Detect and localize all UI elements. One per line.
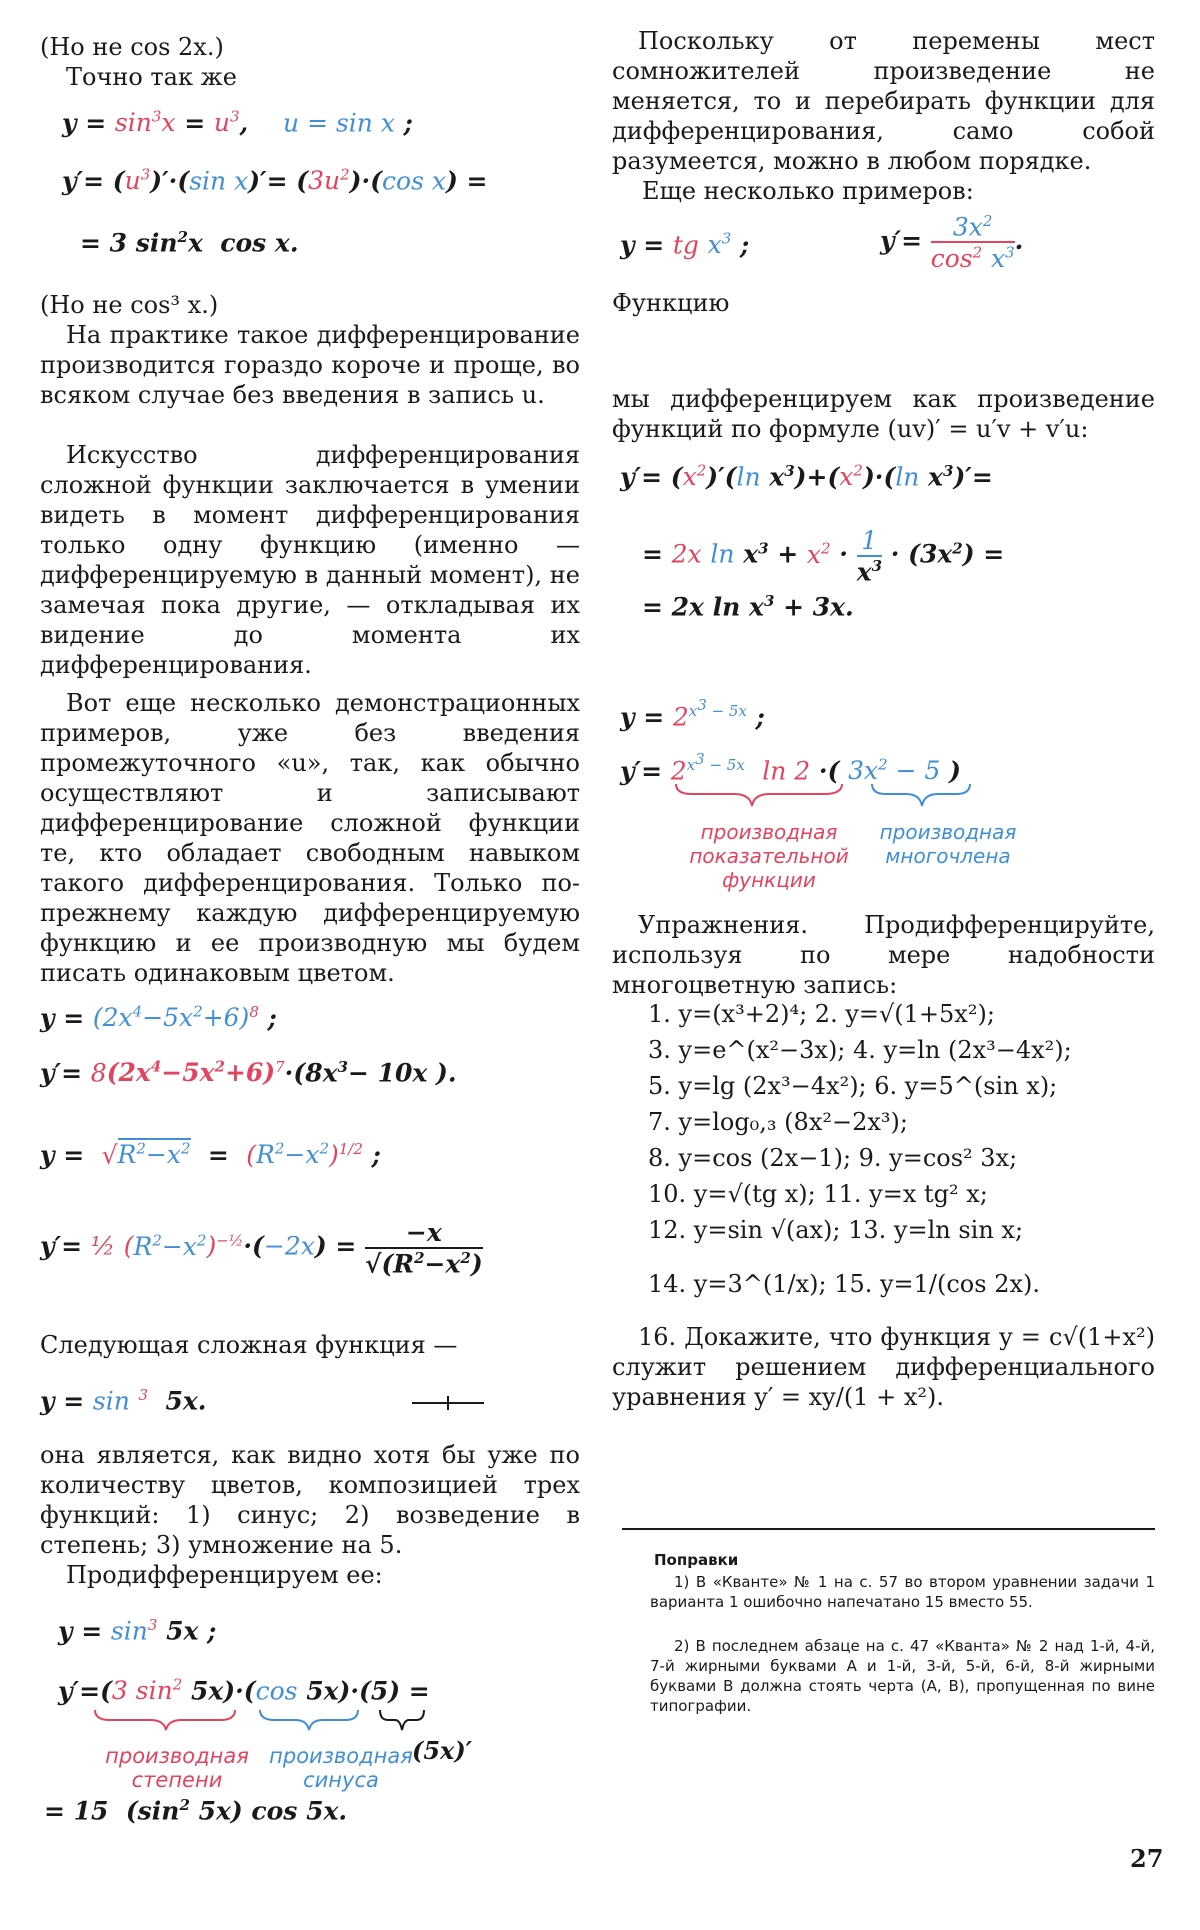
paragraph-note-cos3x: (Но не cos³ x.) (40, 291, 219, 319)
paragraph-composition: она является, как видно хотя бы уже по количеству цветов, композицией трех функций: 1) синус; 2) возведение в степень; 3) умножение на 5. (40, 1441, 580, 1559)
equation-product-expanded: = 2x $\ln x^3 + x^2$ · $\frac{1}{x^3}$ · $(3x^2)$ = (642, 526, 1005, 587)
equation-tg-func: y = tg $x^3$ ; (620, 230, 750, 260)
equation-product-derivative: $y'= (x^2)'(\ln$ $x^3)+(x^2)\cdot(\ln$ $x^3)'=$ (620, 462, 993, 492)
equation-product-result: = 2x $\ln x^3 + 3x$. (642, 592, 854, 622)
note-poly-derivative: производная многочлена (879, 820, 1017, 868)
equation-u-derivative: $y'= (u^3)'\cdot(\sin$ $x)'= (3u^2)\cdot(\cos$ x) = (62, 166, 488, 196)
equation-tg-derivative: y′= $\frac{3x^2}{\cos^2 x^3}$ . (880, 212, 1024, 273)
brace-exp-group (674, 782, 1114, 812)
equation-u-result: = 3 $\sin^2x$ cos x. (80, 228, 299, 258)
paragraph-exercises-intro: Упражнения. Продифференцируйте, используя по мере надобности многоцветную запись: (612, 911, 1155, 999)
note-exp-derivative: производная показательной функции (689, 820, 849, 892)
paragraph-similarly: Точно так же (66, 63, 237, 91)
page-number: 27 (1130, 1844, 1164, 1873)
footnote-divider (622, 1528, 1155, 1530)
equation-exp-derivative: $y'= 2^{x^3 - 5x}$ ln 2 ·( $3x^2 - 5$ ) (620, 750, 961, 786)
equation-sin-result: = 15 ($\sin^2$ 5x) cos 5x. (44, 1796, 348, 1826)
paragraph-next-complex: Следующая сложная функция — (40, 1331, 458, 1359)
equation-sin-derivative: y′=(3 $\sin^2 5x)\cdot(\cos$ 5x)·(5) = (58, 1676, 430, 1706)
equation-poly-derivative: $y'= 8(2x^4-5x^2+6)^7\cdot(8x^3- 10x$ ). (40, 1058, 457, 1088)
equation-root-func: $y = √R^2-x^2 = (R^2-x^2)^{1/2}$ ; (40, 1140, 381, 1170)
paragraph-examples: Вот еще несколько демонстрационных примеров, уже без введения промежуточного «u», так, как обычно осуществляют и записывают дифференцирование сложной функции те, кто обладает свободным навыком такого дифференцирования. Только по-прежнему каждую дифференцируемую функцию и ее производную мы будем писать одинаковым цветом. (40, 689, 580, 987)
equation-sin-cube-5x: y = sin $^3$ 5x. (40, 1386, 207, 1416)
equation-u-sub: $y = \sin^3x = u^3$, u = sin x ; (62, 108, 413, 138)
correction-2: 2) В последнем абзаце на с. 47 «Кванта» № 2 над 1-й, 4-й, 7-й жирными буквами A и 1-й, 3-й, 5-й, 6-й, 8-й жирными буквами B должна стоять черта (A, B), пропущенная по вине типографии. (650, 1637, 1155, 1715)
exercise-16: 16. Докажите, что функция y = c√(1+x²) служит решением дифференциального уравнения y′ = xy/(1 + x²). (612, 1323, 1155, 1411)
exercise-line-4: 7. y=log₀,₃ (8x²−2x³); (648, 1108, 908, 1136)
paragraph-note-cos2x: (Но не cos 2x.) (40, 33, 224, 61)
paragraph-art: Искусство дифференцирования сложной функции заключается в умении видеть в момент дифференцирования только одну функцию (именно — дифференцируемую в данный момент), не замечая пока другие, — откладывая их видение до момента их дифференцирования. (40, 441, 580, 679)
brace-group (90, 1708, 450, 1738)
equation-exp-func: $y = 2^{x^3 - 5x}$ ; (620, 696, 765, 732)
exercise-line-7: 12. y=sin √(ax); 13. y=ln sin x; (648, 1216, 1024, 1244)
divider-mark-tick (447, 1396, 449, 1410)
equation-5x-prime: (5x)′ (412, 1736, 473, 1765)
paragraph-product-rule: мы дифференцируем как произведение функций по формуле (uv)′ = u′v + v′u: (612, 385, 1155, 443)
equation-poly-func: $y = (2x^4-5x^2+6)^8$ ; (40, 1003, 277, 1033)
exercise-line-2: 3. y=e^(x²−3x); 4. y=ln (2x³−4x²); (648, 1036, 1072, 1064)
paragraph-practice: На практике такое дифференцирование производится гораздо короче и проще, во всяком случае без введения в запись u. (40, 321, 580, 409)
correction-1: 1) В «Кванте» № 1 на с. 57 во втором уравнении задачи 1 варианта 1 ошибочно напечатано 15 вместо 55. (650, 1573, 1155, 1611)
exercise-line-3: 5. y=lg (2x³−4x²); 6. y=5^(sin x); (648, 1072, 1058, 1100)
paragraph-function: Функцию (612, 289, 730, 317)
equation-sin-func: $y = \sin^3 5x$ ; (58, 1616, 217, 1646)
exercise-line-6: 10. y=√(tg x); 11. y=x tg² x; (648, 1180, 988, 1208)
equation-root-derivative: y′= ½ $(R^2-x^2)^{-\frac{1}{2}}\cdot(-2x)$ = $\frac{-x}{√(R^2-x^2)}$ (40, 1218, 483, 1279)
note-sine-derivative: производная синуса (269, 1744, 413, 1792)
exercise-line-5: 8. y=cos (2x−1); 9. y=cos² 3x; (648, 1144, 1018, 1172)
paragraph-order: Поскольку от перемены мест сомножителей произведение не меняется, то и перебирать функции для дифференцирования, само собой разумеется, можно в любом порядке. (612, 27, 1155, 175)
exercise-line-1: 1. y=(x³+2)⁴; 2. y=√(1+5x²); (648, 1000, 995, 1028)
paragraph-differentiate: Продифференцируем ее: (66, 1561, 383, 1589)
corrections-title: Поправки (654, 1551, 739, 1569)
paragraph-more-examples: Еще несколько примеров: (642, 177, 974, 205)
exercise-line-8: 14. y=3^(1/x); 15. y=1/(cos 2x). (648, 1270, 1040, 1298)
note-power-derivative: производная степени (105, 1744, 249, 1792)
